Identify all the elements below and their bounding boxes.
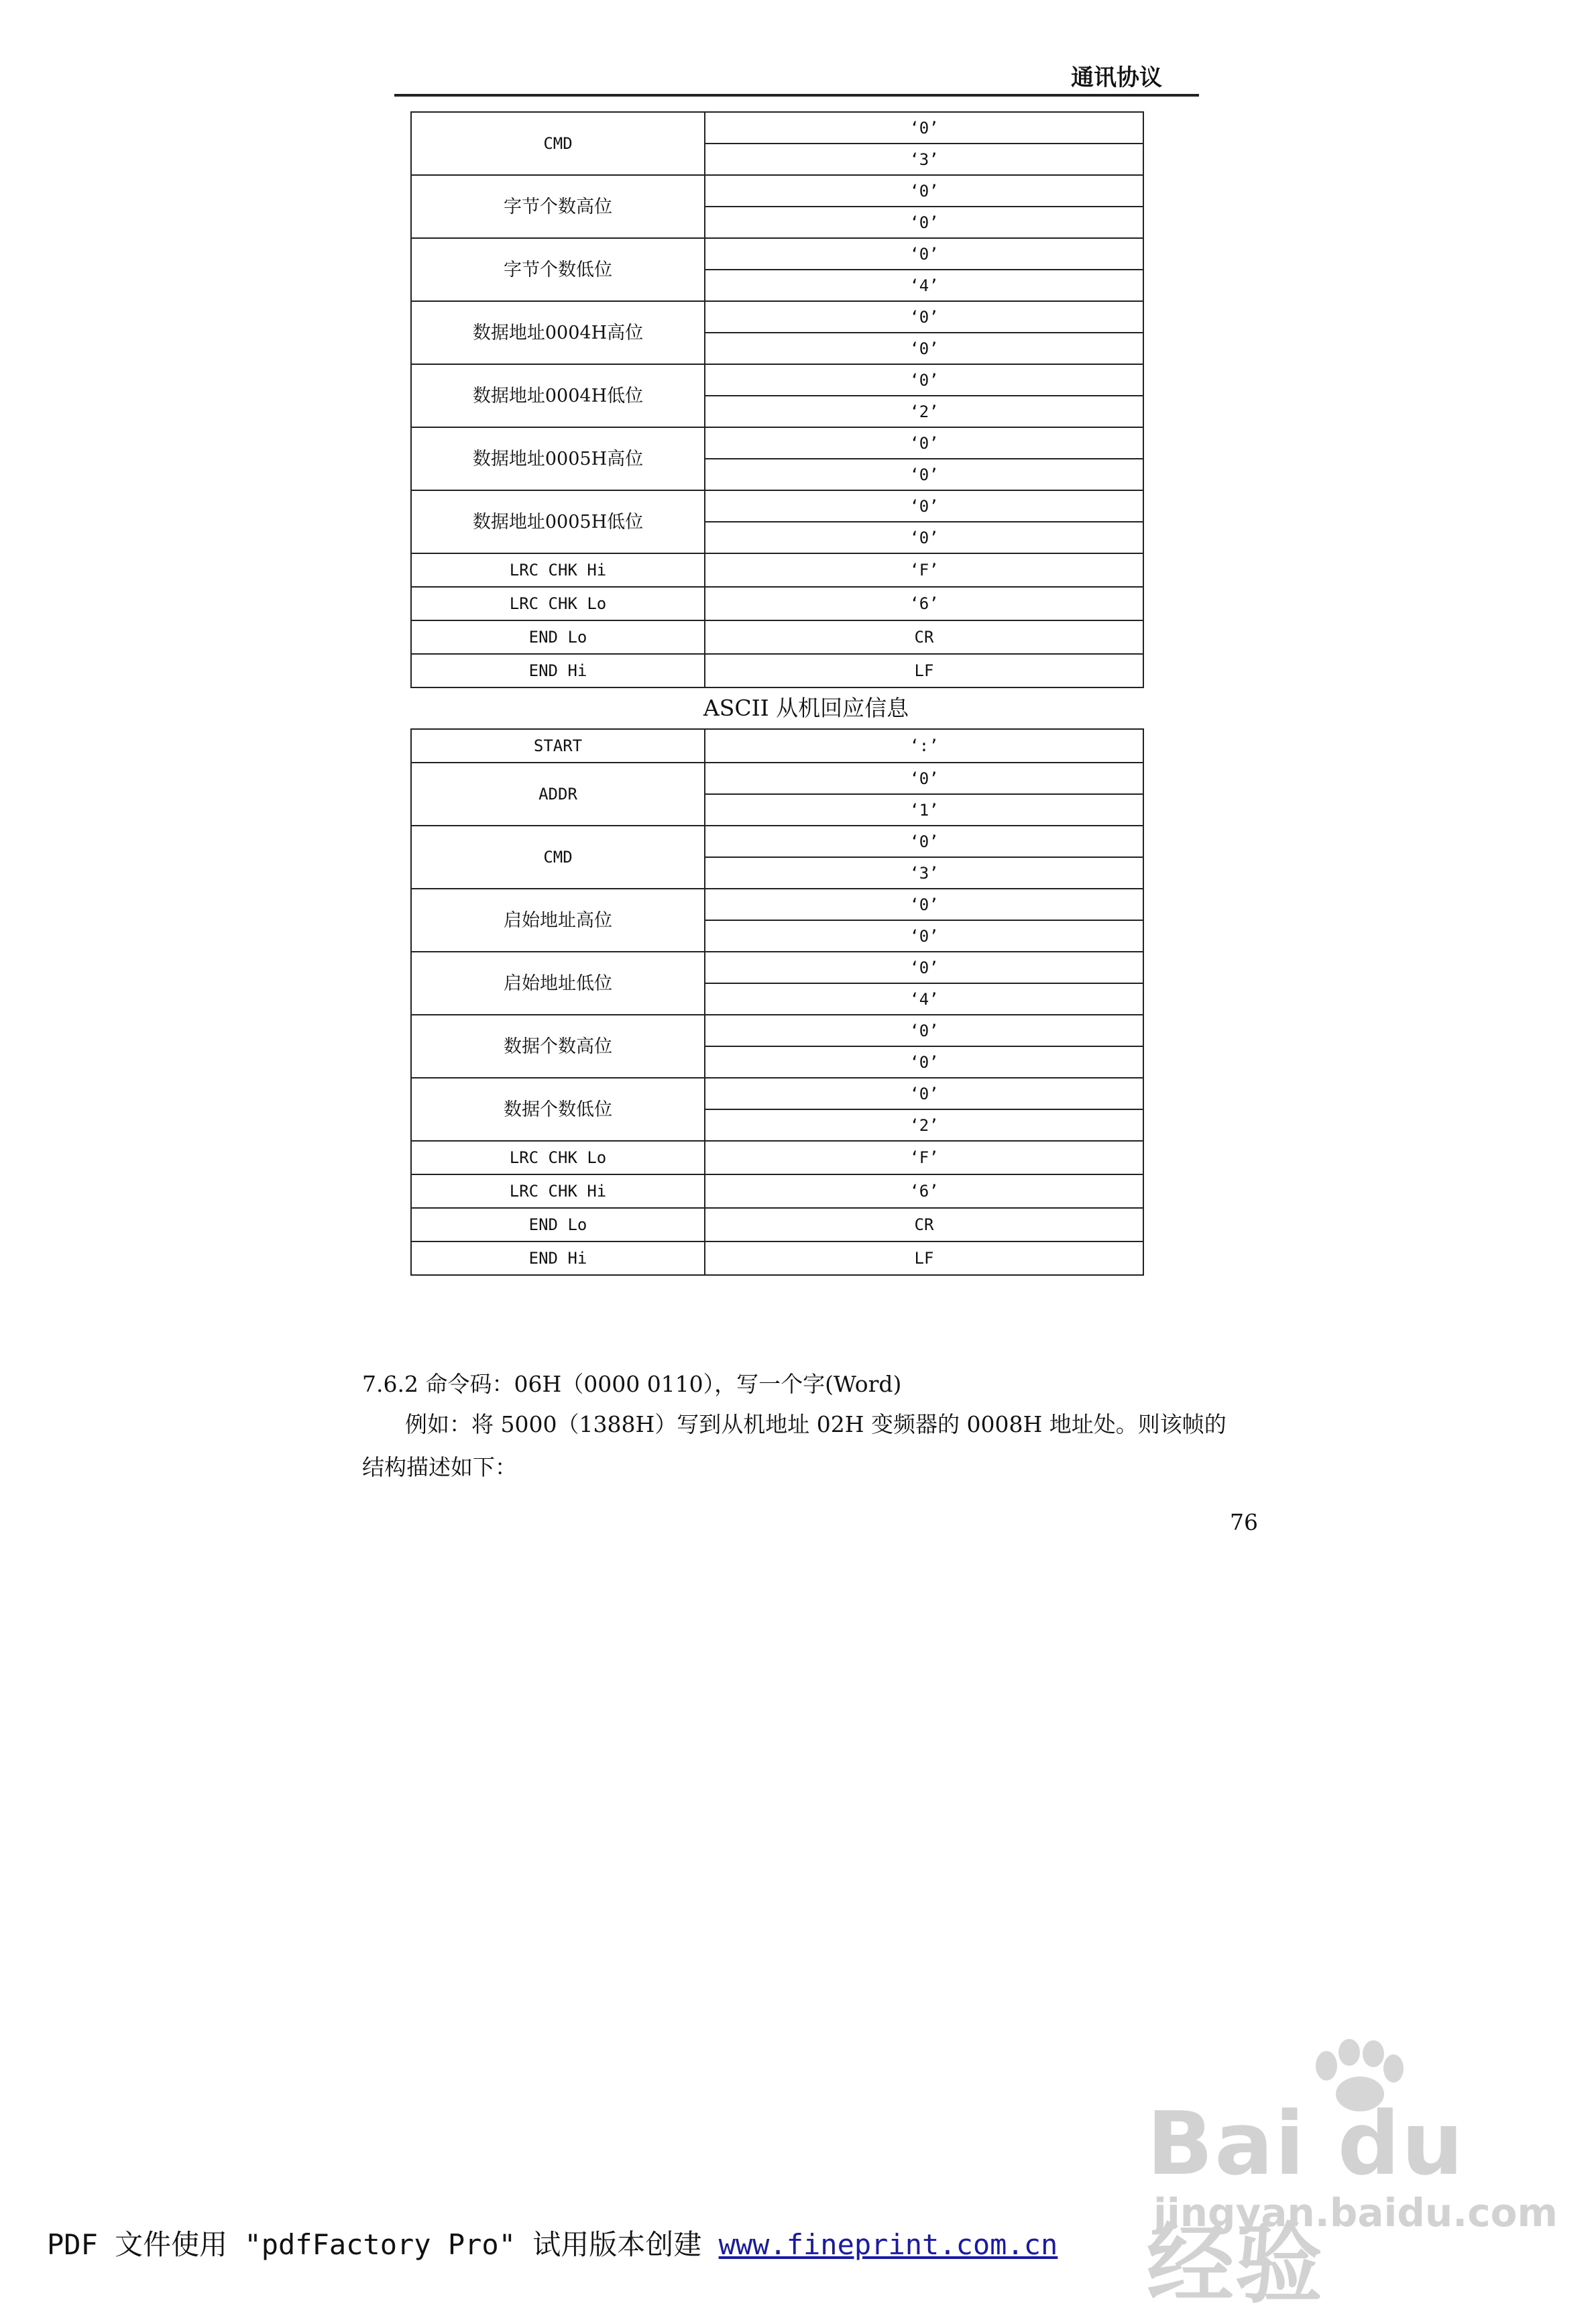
- field-name-cell: CMD: [411, 826, 705, 889]
- field-name-cell: 数据地址0005H高位: [411, 427, 705, 490]
- field-value-cell: ‘0’: [705, 333, 1143, 364]
- section-heading: 7.6.2 命令码：06H（0000 0110），写一个字(Word): [362, 1371, 902, 1397]
- field-name-cell: LRC CHK Lo: [411, 1141, 705, 1174]
- table-row: [411, 490, 1143, 522]
- field-name-cell: 字节个数高位: [411, 175, 705, 238]
- field-value-cell: LF: [705, 654, 1143, 687]
- table-row: [411, 553, 1143, 587]
- table-row: [411, 889, 1143, 920]
- table-row: [411, 112, 1143, 144]
- table-row: [411, 654, 1143, 687]
- page-number: 76: [1230, 1509, 1258, 1535]
- footer-link[interactable]: www.fineprint.com.cn: [718, 2228, 1058, 2261]
- field-name-cell: END Lo: [411, 1208, 705, 1241]
- field-value-cell: ‘0’: [705, 112, 1143, 144]
- field-name-cell: LRC CHK Lo: [411, 587, 705, 620]
- field-value-cell: CR: [705, 1208, 1143, 1241]
- field-name-cell: 数据个数低位: [411, 1078, 705, 1141]
- field-value-cell: ‘0’: [705, 522, 1143, 553]
- field-name-cell: 启始地址高位: [411, 889, 705, 952]
- baidu-jingyan-watermark: [1140, 2039, 1558, 2315]
- example-paragraph-line2: 结构描述如下：: [362, 1454, 517, 1480]
- table-row: [411, 729, 1143, 763]
- table-row: [411, 620, 1143, 654]
- field-name-cell: LRC CHK Hi: [411, 553, 705, 587]
- table-row: [411, 175, 1143, 207]
- field-value-cell: ‘0’: [705, 1078, 1143, 1109]
- table-row: [411, 1241, 1143, 1275]
- field-value-cell: ‘0’: [705, 889, 1143, 920]
- field-value-cell: ‘0’: [705, 920, 1143, 952]
- field-value-cell: ‘6’: [705, 1174, 1143, 1208]
- field-value-cell: ‘3’: [705, 144, 1143, 175]
- field-value-cell: ‘1’: [705, 794, 1143, 826]
- field-value-cell: ‘0’: [705, 364, 1143, 396]
- watermark-brand: Bai du 经验: [1147, 2093, 1465, 2315]
- table-row: [411, 1015, 1143, 1046]
- table-row: [411, 1078, 1143, 1109]
- field-name-cell: CMD: [411, 112, 705, 175]
- field-value-cell: ‘3’: [705, 857, 1143, 889]
- field-name-cell: 数据地址0004H低位: [411, 364, 705, 427]
- field-value-cell: ‘0’: [705, 175, 1143, 207]
- field-value-cell: ‘0’: [705, 1046, 1143, 1078]
- field-name-cell: END Hi: [411, 654, 705, 687]
- field-value-cell: ‘0’: [705, 763, 1143, 794]
- table-row: [411, 1208, 1143, 1241]
- field-value-cell: ‘0’: [705, 826, 1143, 857]
- field-value-cell: ‘0’: [705, 1015, 1143, 1046]
- field-value-cell: ‘:’: [705, 729, 1143, 763]
- master-request-table: [410, 111, 1144, 688]
- table-row: [411, 364, 1143, 396]
- field-value-cell: ‘2’: [705, 1109, 1143, 1141]
- header-rule: [394, 94, 1199, 97]
- field-value-cell: ‘0’: [705, 238, 1143, 270]
- table-row: [411, 1174, 1143, 1208]
- table-row: [411, 763, 1143, 794]
- table-row: [411, 1141, 1143, 1174]
- table-row: [411, 427, 1143, 459]
- field-value-cell: ‘0’: [705, 301, 1143, 333]
- field-name-cell: ADDR: [411, 763, 705, 826]
- field-name-cell: 数据地址0004H高位: [411, 301, 705, 364]
- field-value-cell: ‘0’: [705, 490, 1143, 522]
- table-row: [411, 301, 1143, 333]
- field-name-cell: END Lo: [411, 620, 705, 654]
- field-name-cell: 启始地址低位: [411, 952, 705, 1015]
- field-value-cell: ‘2’: [705, 396, 1143, 427]
- footer-text: PDF 文件使用 "pdfFactory Pro" 试用版本创建: [47, 2228, 719, 2261]
- field-value-cell: ‘0’: [705, 427, 1143, 459]
- field-value-cell: ‘0’: [705, 952, 1143, 983]
- field-value-cell: LF: [705, 1241, 1143, 1275]
- table-row: [411, 587, 1143, 620]
- field-value-cell: ‘0’: [705, 459, 1143, 490]
- table-caption: ASCII 从机回应信息: [703, 695, 909, 721]
- field-name-cell: 数据地址0005H低位: [411, 490, 705, 553]
- field-value-cell: ‘0’: [705, 207, 1143, 238]
- table-row: [411, 952, 1143, 983]
- field-value-cell: ‘F’: [705, 1141, 1143, 1174]
- field-value-cell: ‘4’: [705, 983, 1143, 1015]
- field-name-cell: END Hi: [411, 1241, 705, 1275]
- field-name-cell: 数据个数高位: [411, 1015, 705, 1078]
- pdf-footer: [47, 2223, 1058, 2263]
- field-value-cell: ‘6’: [705, 587, 1143, 620]
- slave-response-table: [410, 728, 1144, 1276]
- field-value-cell: ‘F’: [705, 553, 1143, 587]
- header-title: 通讯协议: [1071, 64, 1162, 91]
- field-value-cell: CR: [705, 620, 1143, 654]
- field-value-cell: ‘4’: [705, 270, 1143, 301]
- field-name-cell: LRC CHK Hi: [411, 1174, 705, 1208]
- table-row: [411, 826, 1143, 857]
- field-name-cell: START: [411, 729, 705, 763]
- example-paragraph-line1: 例如：将 5000（1388H）写到从机地址 02H 变频器的 0008H 地址处。则该帧的: [405, 1411, 1227, 1437]
- watermark-url: jingyan.baidu.com: [1153, 2190, 1558, 2235]
- table-row: [411, 238, 1143, 270]
- field-name-cell: 字节个数低位: [411, 238, 705, 301]
